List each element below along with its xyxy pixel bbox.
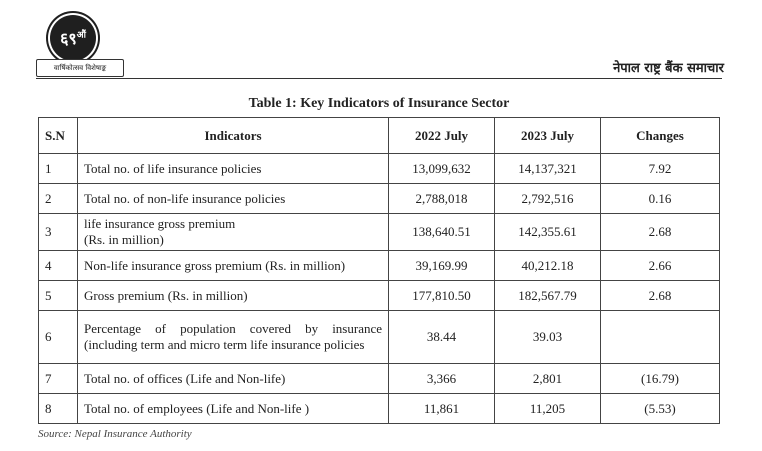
cell-2023-july: 182,567.79 — [495, 281, 601, 311]
cell-indicator-line2: (Rs. in million) — [84, 232, 164, 247]
cell-sn: 2 — [39, 184, 78, 214]
cell-2022-july: 11,861 — [389, 394, 495, 424]
column-header-2023-july: 2023 July — [495, 118, 601, 154]
table-row — [39, 394, 720, 424]
cell-changes: 0.16 — [601, 184, 720, 214]
cell-sn: 7 — [39, 364, 78, 394]
cell-2023-july: 40,212.18 — [495, 251, 601, 281]
insurance-indicators-table — [38, 117, 720, 424]
cell-2023-july: 11,205 — [495, 394, 601, 424]
cell-sn: 1 — [39, 154, 78, 184]
table-row — [39, 311, 720, 364]
page-header — [0, 0, 762, 82]
table-row — [39, 184, 720, 214]
cell-indicator-line1: life insurance gross premium — [84, 216, 236, 231]
cell-changes: 2.68 — [601, 281, 720, 311]
cell-indicator — [78, 214, 389, 251]
column-header-sn: S.N — [39, 118, 78, 154]
table-title: Table 1: Key Indicators of Insurance Sector — [248, 96, 510, 111]
anniversary-number: $६९^{औं}$ — [60, 29, 86, 48]
cell-sn: 8 — [39, 394, 78, 424]
cell-indicator: Total no. of offices (Life and Non-life) — [78, 364, 389, 394]
table-row — [39, 364, 720, 394]
source-note: Source: Nepal Insurance Authority — [38, 428, 192, 440]
table-row — [39, 154, 720, 184]
table-row — [39, 281, 720, 311]
cell-2023-july: 2,792,516 — [495, 184, 601, 214]
table-header-row — [39, 118, 720, 154]
column-header-2022-july: 2022 July — [389, 118, 495, 154]
cell-2022-july: 138,640.51 — [389, 214, 495, 251]
cell-changes: 7.92 — [601, 154, 720, 184]
cell-changes: 2.68 — [601, 214, 720, 251]
cell-2023-july: 14,137,321 — [495, 154, 601, 184]
anniversary-logo — [36, 15, 126, 77]
cell-2022-july: 2,788,018 — [389, 184, 495, 214]
table-row — [39, 214, 720, 251]
cell-indicator: Total no. of non-life insurance policies — [78, 184, 389, 214]
cell-changes — [601, 311, 720, 364]
cell-sn: 4 — [39, 251, 78, 281]
anniversary-ribbon: वार्षिकोत्सव विशेषाङ्क — [36, 59, 124, 77]
column-header-changes: Changes — [601, 118, 720, 154]
cell-indicator: Percentage of population covered by insurance (including term and micro term life insurance policies — [78, 311, 389, 364]
cell-2022-july: 177,810.50 — [389, 281, 495, 311]
cell-2022-july: 39,169.99 — [389, 251, 495, 281]
cell-indicator: Non-life insurance gross premium (Rs. in million) — [78, 251, 389, 281]
cell-indicator: Total no. of life insurance policies — [78, 154, 389, 184]
cell-changes: (5.53) — [601, 394, 720, 424]
cell-2022-july: 38.44 — [389, 311, 495, 364]
anniversary-seal-icon — [50, 15, 96, 61]
cell-indicator: Gross premium (Rs. in million) — [78, 281, 389, 311]
cell-indicator: Total no. of employees (Life and Non-life ) — [78, 394, 389, 424]
table-row — [39, 251, 720, 281]
cell-changes: 2.66 — [601, 251, 720, 281]
cell-2022-july: 13,099,632 — [389, 154, 495, 184]
column-header-indicators: Indicators — [78, 118, 389, 154]
cell-sn: 3 — [39, 214, 78, 251]
cell-sn: 6 — [39, 311, 78, 364]
cell-2023-july: 142,355.61 — [495, 214, 601, 251]
cell-2022-july: 3,366 — [389, 364, 495, 394]
cell-2023-july: 39.03 — [495, 311, 601, 364]
publication-name: नेपाल राष्ट्र बैंक समाचार — [613, 61, 724, 76]
cell-2023-july: 2,801 — [495, 364, 601, 394]
cell-changes: (16.79) — [601, 364, 720, 394]
cell-sn: 5 — [39, 281, 78, 311]
header-divider — [36, 78, 722, 79]
